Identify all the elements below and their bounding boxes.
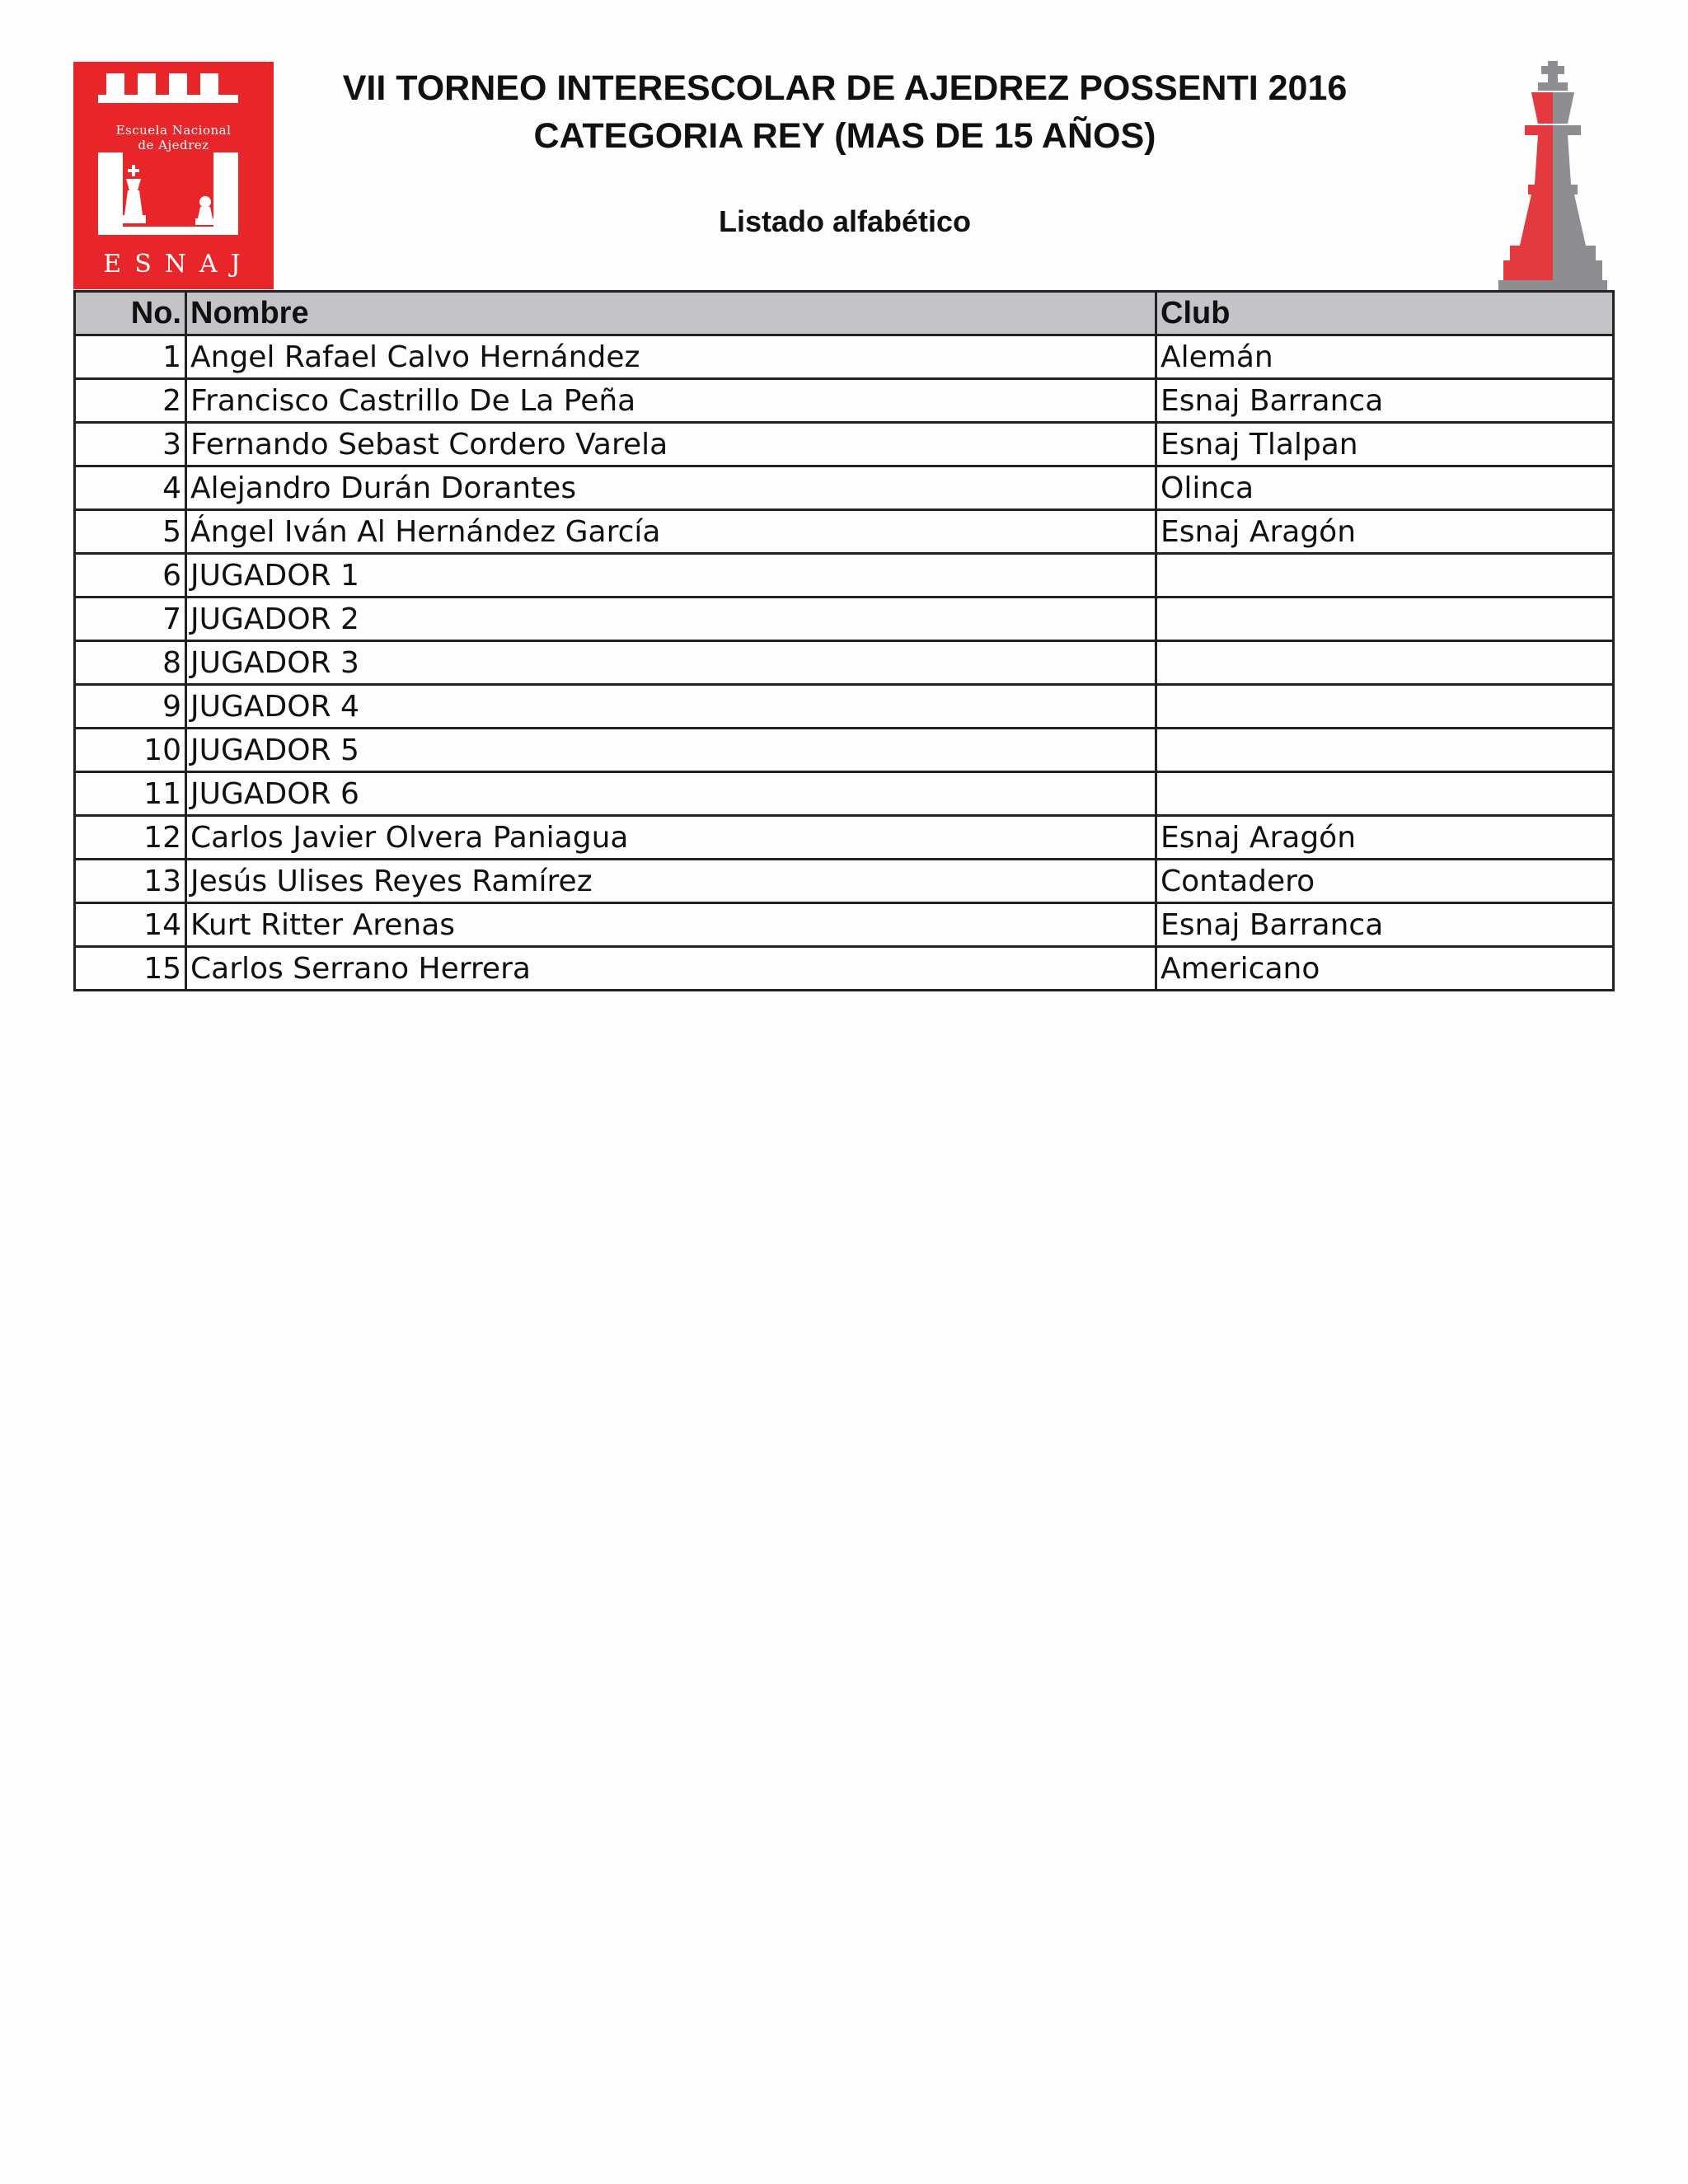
player-number: 13 <box>75 860 186 903</box>
player-name: JUGADOR 1 <box>186 554 1156 598</box>
table-row <box>75 685 1614 729</box>
table-row <box>75 335 1614 379</box>
page-category: CATEGORIA REY (MAS DE 15 AÑOS) <box>533 116 1156 156</box>
player-number: 9 <box>75 685 186 729</box>
player-club <box>1156 641 1614 685</box>
players-table <box>73 290 1615 991</box>
player-name: Carlos Javier Olvera Paniagua <box>186 816 1156 860</box>
pawn-piece-icon <box>195 196 215 225</box>
list-subtitle: Listado alfabético <box>718 204 972 238</box>
header-name: Nombre <box>186 292 1156 335</box>
player-club <box>1156 554 1614 598</box>
player-name: Carlos Serrano Herrera <box>186 947 1156 991</box>
table-row <box>75 816 1614 860</box>
esnaj-logo <box>73 62 274 289</box>
player-name: Alejandro Durán Dorantes <box>186 466 1156 510</box>
table-row <box>75 598 1614 641</box>
player-number: 4 <box>75 466 186 510</box>
player-number: 7 <box>75 598 186 641</box>
table-row <box>75 554 1614 598</box>
player-number: 14 <box>75 903 186 947</box>
player-name: Ángel Iván Al Hernández García <box>186 510 1156 554</box>
player-name: JUGADOR 5 <box>186 729 1156 772</box>
table-header-row <box>75 292 1614 335</box>
player-name: Fernando Sebast Cordero Varela <box>186 423 1156 466</box>
king-piece-icon <box>121 165 146 223</box>
table-row <box>75 379 1614 423</box>
player-number: 15 <box>75 947 186 991</box>
king-chess-icon <box>1492 59 1615 292</box>
logo-line-1: Escuela Nacional <box>115 123 232 138</box>
player-number: 12 <box>75 816 186 860</box>
logo-line-2: de Ajedrez <box>138 138 209 152</box>
table-row <box>75 772 1614 816</box>
player-club: Esnaj Tlalpan <box>1156 423 1614 466</box>
player-name: JUGADOR 6 <box>186 772 1156 816</box>
player-number: 10 <box>75 729 186 772</box>
table-row <box>75 510 1614 554</box>
player-number: 6 <box>75 554 186 598</box>
player-number: 3 <box>75 423 186 466</box>
player-club: Esnaj Barranca <box>1156 903 1614 947</box>
logo-acronym: ESNAJ <box>103 250 254 279</box>
player-name: Francisco Castrillo De La Peña <box>186 379 1156 423</box>
player-number: 2 <box>75 379 186 423</box>
table-row <box>75 903 1614 947</box>
table-row <box>75 729 1614 772</box>
header-no: No. <box>75 292 186 335</box>
player-club: Contadero <box>1156 860 1614 903</box>
player-club <box>1156 772 1614 816</box>
table-row <box>75 466 1614 510</box>
player-name: Jesús Ulises Reyes Ramírez <box>186 860 1156 903</box>
player-name: Angel Rafael Calvo Hernández <box>186 335 1156 379</box>
player-name: JUGADOR 3 <box>186 641 1156 685</box>
player-club <box>1156 685 1614 729</box>
player-club: Esnaj Aragón <box>1156 510 1614 554</box>
player-name: JUGADOR 2 <box>186 598 1156 641</box>
player-number: 11 <box>75 772 186 816</box>
player-club <box>1156 729 1614 772</box>
player-number: 1 <box>75 335 186 379</box>
header-club: Club <box>1156 292 1614 335</box>
player-name: JUGADOR 4 <box>186 685 1156 729</box>
player-club: Alemán <box>1156 335 1614 379</box>
player-club <box>1156 598 1614 641</box>
page-title: VII TORNEO INTERESCOLAR DE AJEDREZ POSSENTI 2016 <box>342 68 1348 108</box>
player-club: Esnaj Barranca <box>1156 379 1614 423</box>
table-row <box>75 423 1614 466</box>
player-number: 8 <box>75 641 186 685</box>
table-row <box>75 947 1614 991</box>
table-row <box>75 860 1614 903</box>
player-club: Americano <box>1156 947 1614 991</box>
player-number: 5 <box>75 510 186 554</box>
player-club: Esnaj Aragón <box>1156 816 1614 860</box>
player-name: Kurt Ritter Arenas <box>186 903 1156 947</box>
table-row <box>75 641 1614 685</box>
player-club: Olinca <box>1156 466 1614 510</box>
